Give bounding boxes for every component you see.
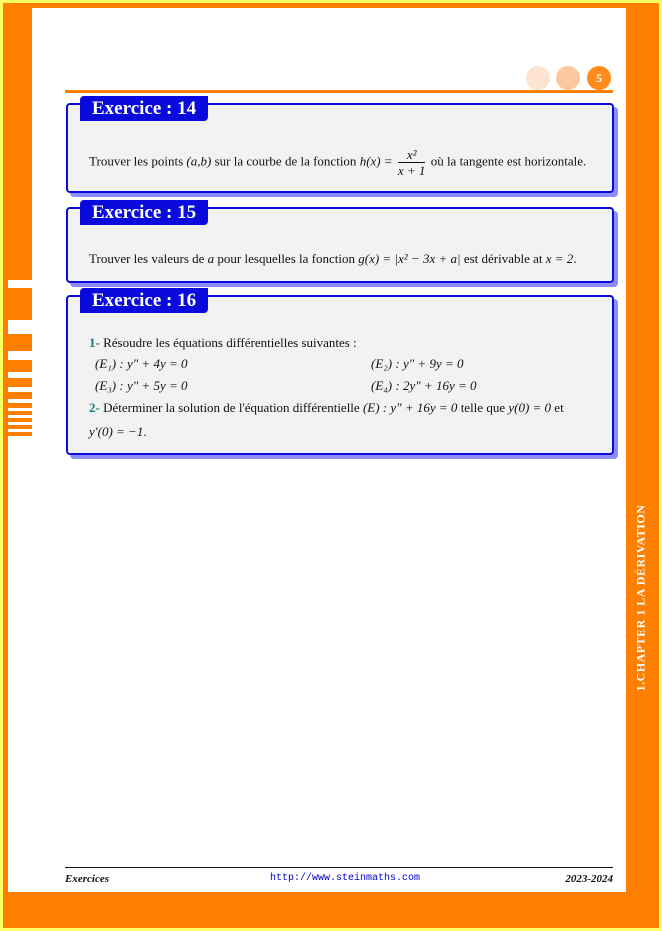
- question-number: 1-: [89, 335, 100, 350]
- math: a: [207, 251, 215, 266]
- equation: (E₄) : 2y" + 16y = 0: [371, 378, 477, 393]
- math: (a,b): [186, 153, 212, 169]
- header-decor-circle: [556, 66, 580, 90]
- text: .: [143, 424, 147, 439]
- math: g(x) = |x² − 3x + a|: [358, 251, 461, 266]
- page-number: 5: [587, 66, 611, 90]
- chapter-side-title: 1.CHAPTER 1 LA DÉRIVATION: [633, 504, 648, 692]
- left-stripe-gap: [8, 399, 32, 403]
- exercise-title: Exercice : 15: [80, 200, 208, 225]
- exercise-text: [89, 147, 600, 178]
- math: y(0) = 0: [508, 400, 552, 415]
- question-1: [89, 335, 600, 356]
- left-stripe-gap: [8, 372, 32, 378]
- text: Déterminer la solution de l'équation différentielle: [99, 400, 363, 415]
- equation: (E₁) : y" + 4y = 0: [95, 356, 188, 371]
- math: x = 2: [545, 251, 574, 266]
- left-stripe-gap: [8, 415, 32, 418]
- text: pour lesquelles la fonction: [214, 251, 359, 266]
- equation-row: [89, 356, 600, 378]
- text: et: [551, 400, 564, 415]
- fraction-numerator: x²: [398, 147, 426, 163]
- equation-row: [89, 378, 600, 396]
- header-decor-circle: [526, 66, 550, 90]
- footer-link[interactable]: http://www.steinmaths.com: [270, 873, 421, 884]
- text: telle que: [457, 400, 509, 415]
- equation: (E₃) : y" + 5y = 0: [95, 378, 188, 393]
- text: Résoudre les équations différentielles suivantes :: [99, 335, 357, 350]
- exercise-title: Exercice : 14: [80, 96, 208, 121]
- footer-left: Exercices: [65, 873, 109, 885]
- text: Trouver les points: [89, 153, 187, 169]
- text: .: [573, 251, 577, 266]
- footer-year: 2023-2024: [565, 873, 613, 885]
- left-stripe-gap: [8, 351, 32, 360]
- exercise-box-14: [66, 98, 614, 193]
- page-footer: [65, 867, 613, 886]
- exercise-box-15: [66, 202, 614, 283]
- math: y′(0) = −1: [89, 424, 144, 439]
- text: est dérivable at: [460, 251, 546, 266]
- text: où la tangente est horizontale.: [427, 153, 587, 169]
- question-2: [89, 396, 600, 444]
- math: (E) : y" + 16y = 0: [362, 400, 458, 415]
- left-stripe-gap: [8, 320, 32, 334]
- left-stripe-gap: [8, 436, 32, 892]
- math: h(x) =: [359, 153, 393, 169]
- exercise-box-16: [66, 290, 614, 455]
- left-stripe-gap: [8, 408, 32, 411]
- fraction-denominator: x + 1: [397, 163, 426, 178]
- left-stripe-gap: [8, 387, 32, 392]
- header-rule: [65, 90, 613, 93]
- exercise-text: [89, 335, 600, 444]
- left-stripe-gap: [8, 429, 32, 432]
- chapter-side-strip: [627, 8, 655, 870]
- left-stripe-gap: [8, 422, 32, 425]
- exercise-title: Exercice : 16: [80, 288, 208, 313]
- text: Trouver les valeurs de: [89, 251, 208, 266]
- fraction: [398, 147, 426, 178]
- left-stripe-gap: [8, 280, 32, 288]
- equation: (E₂) : y" + 9y = 0: [371, 356, 464, 371]
- question-number: 2-: [89, 400, 100, 415]
- exercise-text: [89, 251, 600, 267]
- text: sur la courbe de la fonction: [211, 153, 360, 169]
